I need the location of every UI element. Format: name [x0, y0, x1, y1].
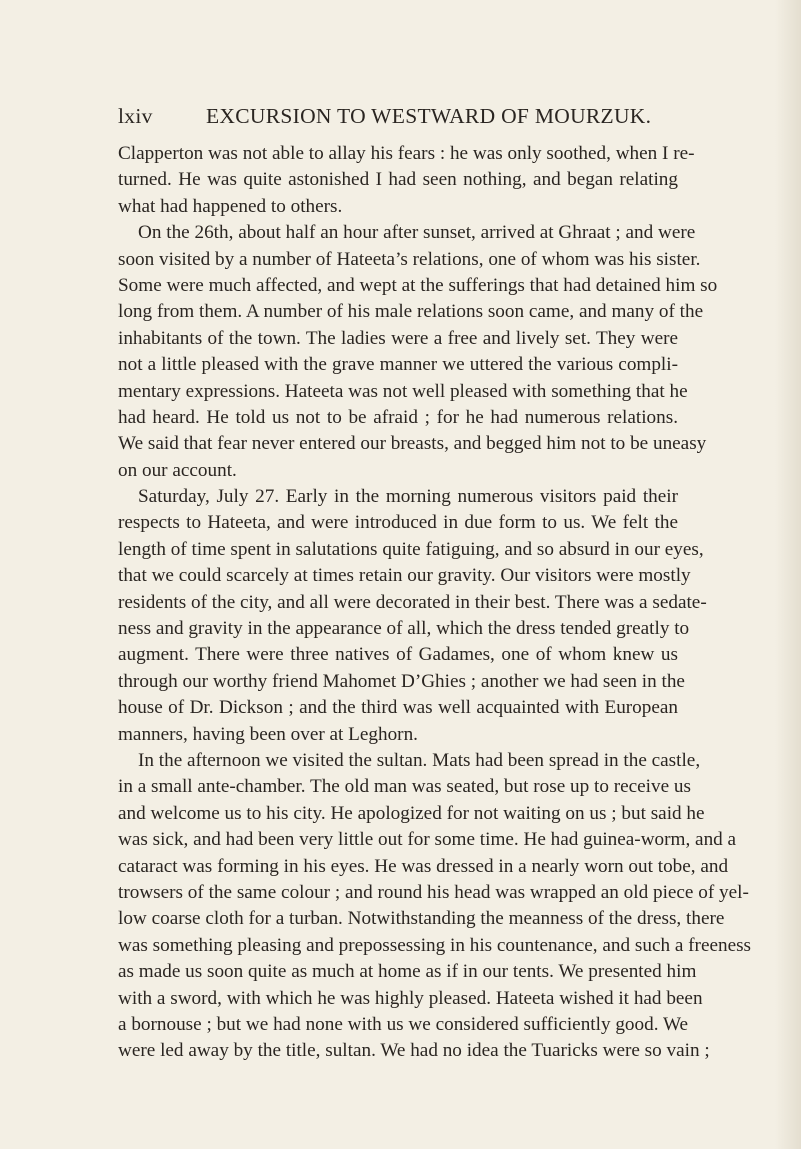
- text-line: house of Dr. Dickson ; and the third was well acquainted with European: [118, 697, 678, 719]
- text-line: length of time spent in salutations quite fatiguing, and so absurd in our eyes,: [118, 538, 704, 560]
- text-line: soon visited by a number of Hateeta’s relations, one of whom was his sister.: [118, 248, 701, 270]
- text-line: Saturday, July 27. Early in the morning numerous visitors paid their: [138, 486, 678, 508]
- text-line: respects to Hateeta, and were introduced in due form to us. We felt the: [118, 512, 678, 534]
- text-line: was something pleasing and prepossessing in his countenance, and such a freeness: [118, 934, 752, 956]
- text-line: long from them. A number of his male relations soon came, and many of the: [118, 301, 704, 323]
- text-line: and welcome us to his city. He apologized for not waiting on us ; but said he: [118, 802, 705, 824]
- text-line: We said that fear never entered our breasts, and begged him not to be uneasy: [118, 433, 707, 455]
- text-line: that we could scarcely at times retain our gravity. Our visitors were mostly: [118, 565, 691, 587]
- text-line: on our account.: [118, 459, 237, 481]
- text-line: trowsers of the same colour ; and round his head was wrapped an old piece of yel-: [118, 881, 749, 903]
- body-text: [118, 141, 752, 1065]
- text-line: ness and gravity in the appearance of all, which the dress tended greatly to: [118, 618, 690, 640]
- text-line: low coarse cloth for a turban. Notwithstanding the meanness of the dress, there: [118, 908, 725, 930]
- text-line: through our worthy friend Mahomet D’Ghies ; another we had seen in the: [118, 670, 685, 692]
- text-line: augment. There were three natives of Gadames, one of whom knew us: [118, 644, 678, 666]
- text-line: was sick, and had been very little out for some time. He had guinea-worm, and a: [118, 829, 737, 851]
- text-line: mentary expressions. Hateeta was not well pleased with something that he: [118, 380, 688, 402]
- text-line: had heard. He told us not to be afraid ; for he had numerous relations.: [118, 406, 678, 428]
- text-line: residents of the city, and all were decorated in their best. There was a sedate-: [118, 591, 707, 613]
- text-line: inhabitants of the town. The ladies were a free and lively set. They were: [118, 327, 678, 349]
- text-line: manners, having been over at Leghorn.: [118, 723, 418, 745]
- text-line: a bornouse ; but we had none with us we considered sufficiently good. We: [118, 1013, 689, 1035]
- text-line: Clapperton was not able to allay his fears : he was only soothed, when I re-: [118, 143, 695, 164]
- page-number: lxiv: [118, 104, 153, 128]
- text-line: not a little pleased with the grave manner we uttered the various compli-: [118, 354, 678, 376]
- text-line: were led away by the title, sultan. We had no idea the Tuaricks were so vain ;: [118, 1040, 710, 1062]
- text-line: On the 26th, about half an hour after sunset, arrived at Ghraat ; and were: [138, 222, 696, 244]
- text-line: cataract was forming in his eyes. He was dressed in a nearly worn out tobe, and: [118, 855, 729, 877]
- text-line: what had happened to others.: [118, 195, 343, 217]
- text-line: In the afternoon we visited the sultan. Mats had been spread in the castle,: [138, 749, 701, 771]
- text-line: as made us soon quite as much at home as if in our tents. We presented him: [118, 961, 697, 983]
- text-line: in a small ante-chamber. The old man was seated, but rose up to receive us: [118, 776, 691, 798]
- text-line: Some were much affected, and wept at the sufferings that had detained him so: [118, 274, 718, 296]
- page-header: [118, 104, 678, 134]
- text-line: with a sword, with which he was highly pleased. Hateeta wished it had been: [118, 987, 703, 1009]
- text-line: turned. He was quite astonished I had seen nothing, and began relating: [118, 169, 678, 191]
- running-title: EXCURSION TO WESTWARD OF MOURZUK.: [206, 104, 652, 128]
- page-edge-shadow: [775, 0, 801, 1149]
